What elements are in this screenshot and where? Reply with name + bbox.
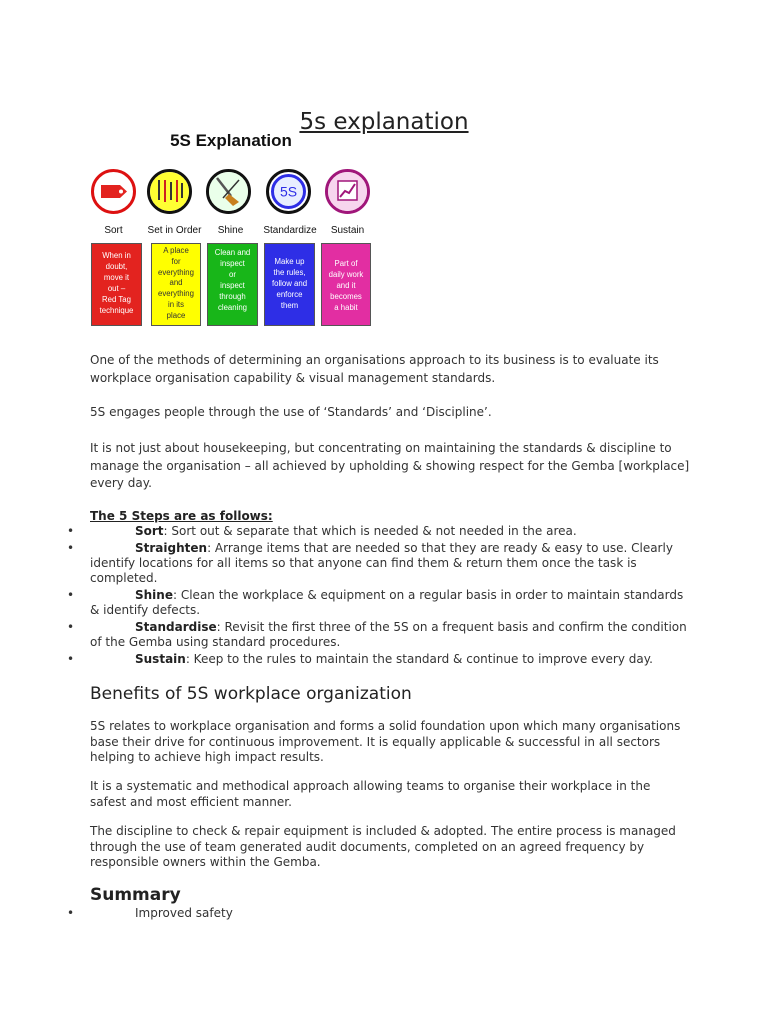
- step-text: : Keep to the rules to maintain the standard & continue to improve every day.: [185, 652, 653, 666]
- step-label-sort: Sort: [104, 225, 123, 236]
- step-label-set-in-order: Set in Order: [147, 225, 202, 236]
- summary-list: [67, 906, 233, 921]
- list-item: [67, 541, 690, 586]
- page-title: 5s explanation: [299, 109, 469, 136]
- step-term: Straighten: [135, 541, 208, 555]
- steps-list: [67, 524, 690, 669]
- benefits-paragraph-1: 5S relates to workplace organisation and forms a solid foundation upon which many organisations base their drive for continuous improvement. It is equally applicable & successful in all sectors helping to achieve high impact results.: [90, 719, 681, 764]
- step-text: : Arrange items that are needed so that they are ready & easy to use. Clearly identify locations for all items so that anyone can find them & return them once the task is completed.: [90, 541, 673, 585]
- step-label-standardize: Standardize: [263, 225, 317, 236]
- 5s-standard-icon: [266, 169, 311, 214]
- step-term: Sustain: [135, 652, 186, 666]
- bullet-icon: •: [67, 524, 75, 538]
- benefits-paragraph-3: The discipline to check & repair equipment is included & adopted. The entire process is managed through the use of team generated audit documents, completed on an agreed frequency by responsible owners within the Gemba.: [90, 824, 676, 869]
- step-term: Shine: [135, 588, 173, 602]
- step-text: : Clean the workplace & equipment on a regular basis in order to maintain standards & identify defects.: [90, 588, 684, 617]
- step-label-sustain: Sustain: [330, 225, 365, 236]
- step-desc-shine: Clean and inspect or inspect through cleaning: [207, 243, 258, 326]
- step-label-shine: Shine: [217, 225, 244, 236]
- list-item: [67, 906, 233, 921]
- bullet-icon: •: [67, 652, 75, 666]
- step-text: : Revisit the first three of the 5S on a frequent basis and confirm the condition of the Gemba using standard procedures.: [90, 620, 687, 649]
- sustain-chart-icon: [325, 169, 370, 214]
- step-desc-set-in-order: A place for everything and everything in its place: [151, 243, 201, 326]
- bullet-icon: •: [67, 906, 75, 920]
- benefits-paragraph-2: It is a systematic and methodical approach allowing teams to organise their workplace in the safest and most efficient manner.: [90, 779, 651, 809]
- steps-heading: The 5 Steps are as follows:: [90, 509, 273, 523]
- step-text: : Sort out & separate that which is needed & not needed in the area.: [163, 524, 577, 538]
- tools-icon: [147, 169, 192, 214]
- intro-paragraph-2: 5S engages people through the use of ‘Standards’ and ‘Discipline’.: [90, 405, 492, 419]
- list-item: [67, 524, 690, 539]
- step-desc-sustain: Part of daily work and it becomes a habit: [321, 243, 371, 326]
- bullet-icon: •: [67, 588, 75, 602]
- summary-heading: Summary: [90, 885, 181, 905]
- 5s-icon-text: 5S: [279, 183, 298, 200]
- red-tag-icon: [91, 169, 136, 214]
- broom-icon: [206, 169, 251, 214]
- infographic-title: 5S Explanation: [170, 131, 292, 150]
- list-item: [67, 588, 690, 618]
- step-term: Standardise: [135, 620, 217, 634]
- benefits-heading: Benefits of 5S workplace organization: [90, 684, 412, 704]
- summary-item-text: Improved safety: [135, 906, 233, 920]
- step-desc-standardize: Make up the rules, follow and enforce them: [264, 243, 315, 326]
- list-item: [67, 652, 690, 667]
- intro-paragraph-1: One of the methods of determining an organisations approach to its business is to evaluate its workplace organisation capability & visual management standards.: [90, 353, 659, 385]
- list-item: [67, 620, 690, 650]
- bullet-icon: •: [67, 620, 75, 634]
- 5s-infographic: [88, 128, 374, 330]
- bullet-icon: •: [67, 541, 75, 555]
- intro-paragraph-3: It is not just about housekeeping, but concentrating on maintaining the standards & discipline to manage the organisation – all achieved by upholding & showing respect for the Gemba [workplace] every day.: [90, 441, 690, 490]
- step-desc-sort: When in doubt, move it out – Red Tag technique: [91, 243, 142, 326]
- step-term: Sort: [135, 524, 164, 538]
